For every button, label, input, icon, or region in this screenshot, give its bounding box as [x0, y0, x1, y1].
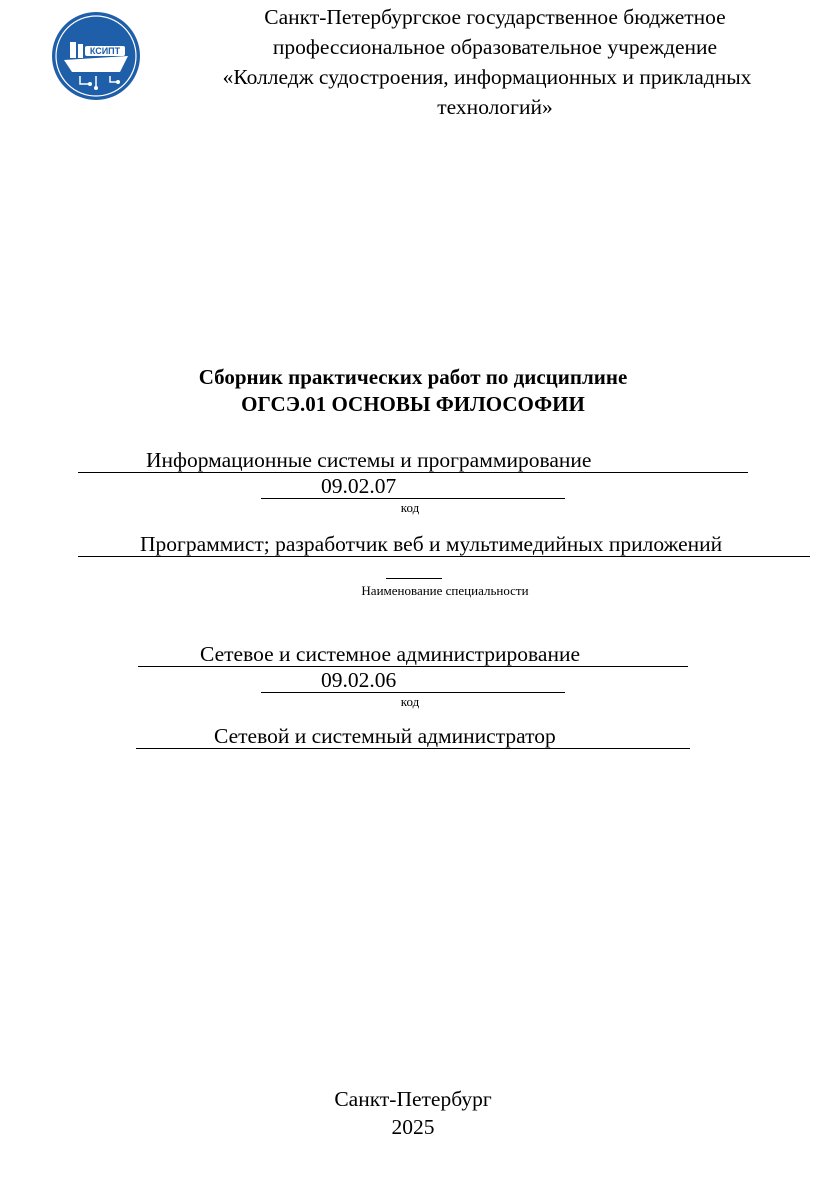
discipline-title: ОГСЭ.01 ОСНОВЫ ФИЛОСОФИИ: [241, 392, 585, 416]
specialty1-code-field: [261, 474, 565, 499]
specialty1-name: Информационные системы и программирование: [146, 448, 592, 472]
specialty1-name-field: [78, 448, 748, 473]
specialty1-code-caption: код: [400, 500, 420, 515]
specialty2-code-caption: код: [400, 694, 420, 709]
header-line-4: технологий»: [437, 95, 553, 119]
specialty1-qualification: Программист; разработчик веб и мультимедийных приложений: [140, 532, 723, 556]
specialty1-qualification-field: [78, 532, 810, 557]
specialty2-code: 09.02.06: [321, 668, 397, 692]
specialty2-name: Сетевое и системное администрирование: [200, 642, 580, 666]
logo-text: КСИПТ: [89, 46, 121, 56]
specialty2-name-field: [138, 642, 688, 667]
institution-header: [180, 2, 810, 122]
footer-year: 2025: [391, 1115, 435, 1139]
college-logo: [50, 10, 142, 102]
specialty1-code: 09.02.07: [321, 474, 397, 498]
specialty2-qualification-field: [136, 724, 690, 749]
qualification-underline: [386, 560, 442, 579]
header-line-3: «Колледж судостроения, информационных и прикладных: [222, 65, 752, 89]
specialty2-qualification: Сетевой и системный администратор: [214, 724, 556, 748]
document-title: Сборник практических работ по дисциплине: [198, 365, 628, 389]
footer-city: Санкт-Петербург: [334, 1087, 492, 1111]
specialty-caption: Наименование специальности: [361, 583, 529, 598]
header-line-2: профессиональное образовательное учреждение: [272, 35, 718, 59]
header-line-1: Санкт-Петербургское государственное бюджетное: [264, 5, 726, 29]
specialty2-code-field: [261, 668, 565, 693]
